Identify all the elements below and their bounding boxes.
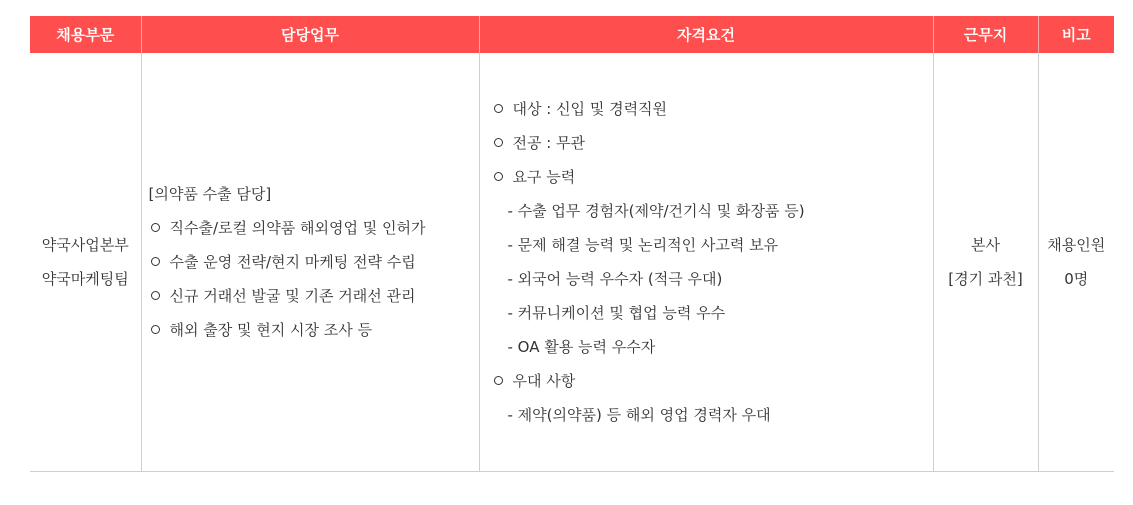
dept-team: 약국마케팅팀 [41,270,129,288]
circle-bullet-icon [494,104,503,113]
req-target: 대상 : 신입 및 경력직원 [494,92,933,126]
dept-cell [30,53,141,472]
location-cell [933,53,1038,472]
circle-bullet-icon [494,376,503,385]
req-pref-title: 우대 사항 [494,364,933,398]
header-duty: 담당업무 [141,16,479,53]
req-ability-item: - 외국어 능력 우수자 (적극 우대) [507,270,723,288]
header-location: 근무지 [933,16,1038,53]
duty-item: 해외 출장 및 현지 시장 조사 등 [149,313,479,347]
header-requirements: 자격요건 [479,16,933,53]
circle-bullet-icon [151,223,160,232]
dept-division: 약국사업본부 [41,236,129,254]
header-note: 비고 [1038,16,1114,53]
table-row [30,53,1114,472]
req-ability-item: - OA 활용 능력 우수자 [507,338,656,356]
job-posting-table [30,16,1114,472]
duty-title: [의약품 수출 담당] [148,185,272,203]
circle-bullet-icon [151,257,160,266]
note-count: 0명 [1064,270,1089,288]
duty-item: 신규 거래선 발굴 및 기존 거래선 관리 [149,279,479,313]
location-office: 본사 [971,236,1000,254]
circle-bullet-icon [151,325,160,334]
req-major: 전공 : 무관 [494,126,933,160]
circle-bullet-icon [494,172,503,181]
req-ability-item: - 문제 해결 능력 및 논리적인 사고력 보유 [507,236,779,254]
duty-cell [141,53,479,472]
location-region: [경기 과천] [948,270,1023,288]
circle-bullet-icon [494,138,503,147]
duty-item: 직수출/로컬 의약품 해외영업 및 인허가 [149,211,479,245]
duty-item: 수출 운영 전략/현지 마케팅 전략 수립 [149,245,479,279]
table-header-row [30,16,1114,53]
job-posting-table-wrapper [30,16,1114,472]
req-ability-item: - 커뮤니케이션 및 협업 능력 우수 [507,304,726,322]
requirements-cell [479,53,933,472]
header-dept: 채용부문 [30,16,141,53]
note-cell [1038,53,1114,472]
req-ability-title: 요구 능력 [494,160,933,194]
note-label: 채용인원 [1047,236,1106,254]
req-pref-item: - 제약(의약품) 등 해외 영업 경력자 우대 [507,406,771,424]
circle-bullet-icon [151,291,160,300]
req-ability-item: - 수출 업무 경험자(제약/건기식 및 화장품 등) [507,202,805,220]
